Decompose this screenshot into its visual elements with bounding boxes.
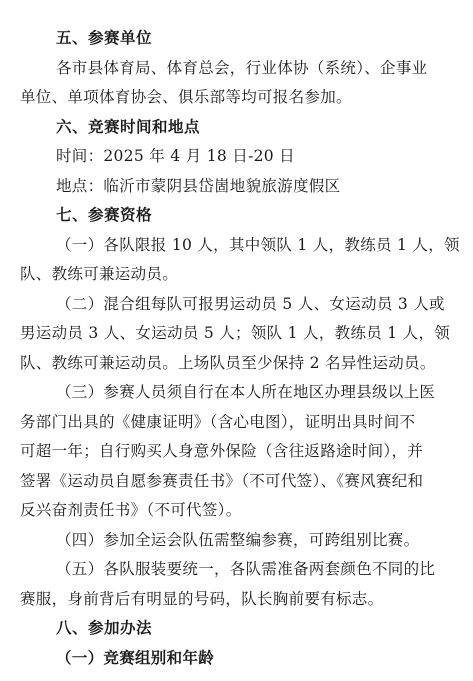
section-7-item-2-line-3: 队、教练可兼运动员。上场队员至少保持 2 名异性运动员。 [20,353,436,372]
section-7-item-2-line-1: （二）混合组每队可报男运动员 5 人、女运动员 3 人或 [56,294,445,313]
section-7-item-3-line-5: 反兴奋剂责任书》（不可代签）。 [20,501,242,519]
section-7-item-2-line-2: 男运动员 3 人、女运动员 5 人；领队 1 人，教练员 1 人，领 [20,324,451,342]
section-7-item-5-line-2: 赛服，身前背后有明显的号码，队长胸前要有标志。 [20,589,384,608]
section-8-heading: 八、参加办法 [56,619,153,637]
section-7-item-3-line-1: （三）参赛人员须自行在本人所在地区办理县级以上医 [56,383,436,401]
section-7-item-1-line-1: （一）各队限报 10 人，其中领队 1 人，教练员 1 人，领 [56,235,460,254]
section-6-heading: 六、竞赛时间和地点 [56,117,201,136]
section-8-sub-1: （一）竞赛组别和年龄 [56,648,215,667]
section-7-item-3-line-3: 可超一年；自行购买人身意外保险（含往返路途时间），并 [20,442,424,460]
section-7-item-3-line-2: 务部门出具的《健康证明》（含心电图），证明出具时间不 [20,412,416,431]
section-5-line-2: 单位、单项体育协会、俱乐部等均可报名参加。 [20,88,352,106]
section-6-time: 时间：2025 年 4 月 18 日-20 日 [56,147,295,165]
section-6-place: 地点：临沂市蒙阴县岱崮地貌旅游度假区 [56,176,341,195]
section-7-item-4-line-1: （四）参加全运会队伍需整编参赛，可跨组别比赛。 [56,530,420,549]
section-7-item-5-line-1: （五）各队服装要统一，各队需准备两套颜色不同的比 [56,560,436,578]
section-7-item-1-line-2: 队、教练可兼运动员。 [20,265,179,283]
section-7-heading: 七、参赛资格 [56,206,153,224]
section-5-heading: 五、参赛单位 [56,29,153,47]
section-7-item-3-line-4: 签署《运动员自愿参赛责任书》（不可代签）、《赛风赛纪和 [20,471,424,490]
section-5-line-1: 各市县体育局、体育总会，行业体协（系统）、企事业 [56,58,428,77]
